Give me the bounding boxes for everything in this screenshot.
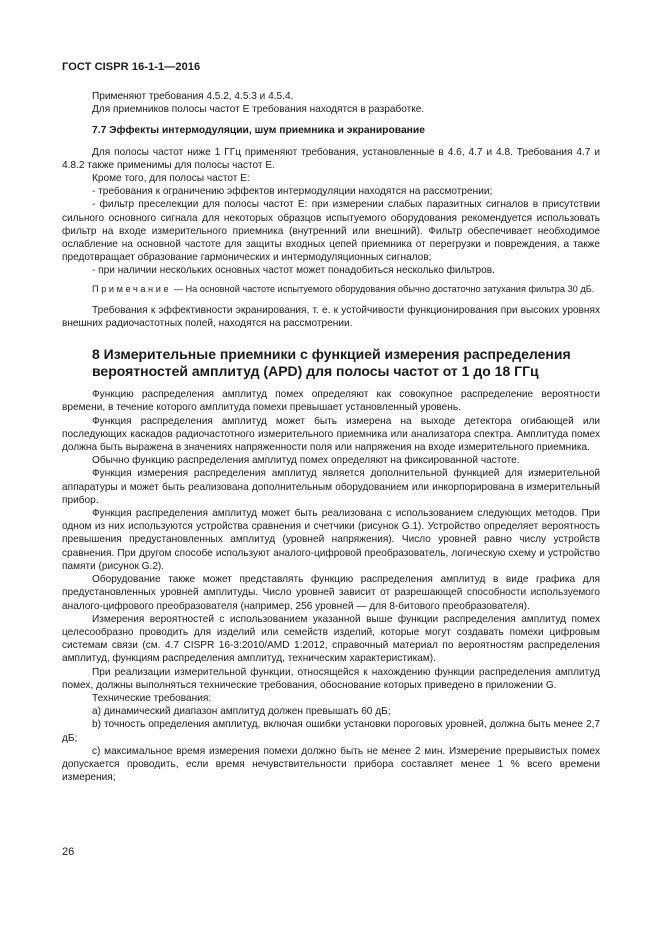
- paragraph: Технические требования:: [92, 692, 212, 704]
- paragraph: Измерения вероятностей с использованием указанной выше функции распределения амплитуд помех целесообразно проводить для изделий или семейств изделий, которые могут создавать помехи цифровым системам связи (см. 4.7 CISPR 16-3:2010/AMD 1:2012, справочный материал по вероятностям распределения амплитуд, функциям распределения амплитуд, техническим характеристикам).: [62, 613, 600, 665]
- paragraph: Кроме того, для полосы частот E:: [92, 173, 250, 185]
- list-item: - фильтр преселекции для полосы частот E: при измерении слабых паразитных сигналов в присутствии сильного основного сигнала для некоторых образцов испытуемого оборудования рекомендуется использовать фильтр на входе измерительного приемника (внутренний или внешний). Фильтр обеспечивает необходимое ослабление на основной частоте для защиты входных цепей приемника от перегрузки и повреждения, а также предотвращает образование гармонических и интермодуляционных сигналов;: [62, 199, 600, 264]
- paragraph: Функция распределения амплитуд может быть реализована с использованием следующих методов. При одном из них используются устройства сравнения и счетчики (рисунок G.1). Устройство определяет вероятность превышения предустановленных амплитуд (уровней напряжения). Число уровней равно числу устройств сравнения. При другом способе используют аналого-цифровой преобразователь, логическую схему и устройство памяти (рисунок G.2).: [62, 508, 600, 572]
- note-paragraph: [62, 283, 600, 296]
- list-item: - при наличии нескольких основных частот может понадобиться несколько фильтров.: [92, 265, 495, 277]
- paragraph: Функция распределения амплитуд может быть измерена на выходе детектора огибающей или последующих каскадов радиочастотного измерительного приемника или анализатора спектра. Амплитуда помех должна быть выражена в значениях напряженности поля или напряжения на входе измерительного приемника.: [62, 415, 600, 454]
- page-content: [62, 90, 600, 784]
- list-item: c) максимальное время измерения помехи должно быть не менее 2 мин. Измерение прерывистых помех допускается проводить, если время нечувствительности прибора составляет менее 1 % всего времени измерения;: [62, 745, 600, 784]
- intro-paragraph: Применяют требования 4.5.2, 4.5.3 и 4.5.4.: [92, 91, 294, 102]
- paragraph: Требования к эффективности экранирования, т. е. к устойчивости функционирования при высоких уровнях внешних радиочастотных полей, находятся на рассмотрении.: [62, 304, 600, 330]
- intro-paragraph: Для приемников полосы частот E требования находятся в разработке.: [92, 104, 425, 116]
- subsection-heading-7-7: 7.7 Эффекты интермодуляции, шум приемника и экранирование: [92, 125, 425, 137]
- paragraph: Функция измерения распределения амплитуд является дополнительной функцией для измерительной аппаратуры и может быть реализована дополнительным оборудованием или инкорпорирована в измерительный прибор.: [62, 468, 600, 506]
- list-item: b) точность определения амплитуд, включая ошибки установки пороговых уровней, должна быть менее 2,7 дБ;: [62, 719, 600, 744]
- note-label: Примечание: [92, 283, 172, 294]
- paragraph: Функцию распределения амплитуд помех определяют как совокупное распределение вероятности времени, в течение которого амплитуда помехи превышает установленный уровень.: [62, 389, 600, 414]
- paragraph: При реализации измерительной функции, относящейся к нахождению функции распределения амплитуд помех, должны выполняться технические требования, обоснование которых приведено в приложении G.: [62, 666, 600, 691]
- paragraph: Обычно функцию распределения амплитуд помех определяют на фиксированной частоте.: [92, 455, 520, 467]
- note-text: — На основной частоте испытуемого оборудования обычно достаточно затухания фильтра 30 дБ.: [171, 283, 595, 294]
- list-item: a) динамический диапазон амплитуд должен превышать 60 дБ;: [92, 706, 391, 718]
- section-heading-8: 8 Измерительные приемники с функцией измерения распределения вероятностей амплитуд (APD) для полосы частот от 1 до 18 ГГц: [92, 346, 571, 380]
- page-header-title: ГОСТ CISPR 16-1-1—2016: [62, 61, 201, 73]
- list-item: - требования к ограничению эффектов интермодуляции находятся на рассмотрении;: [92, 186, 493, 198]
- paragraph: Для полосы частот ниже 1 ГГц применяют требования, установленные в 4.6, 4.7 и 4.8. Требования 4.7 и 4.8.2 также применимы для полосы частот E.: [62, 146, 600, 171]
- page-number: 26: [62, 846, 75, 858]
- paragraph: Оборудование также может представлять функцию распределения амплитуд в виде графика для предустановленных уровней амплитуды. Число уровней зависит от разрешающей способности используемого аналого-цифрового преобразователя (например, 256 уровней — для 8-битового преобразователя).: [62, 574, 600, 612]
